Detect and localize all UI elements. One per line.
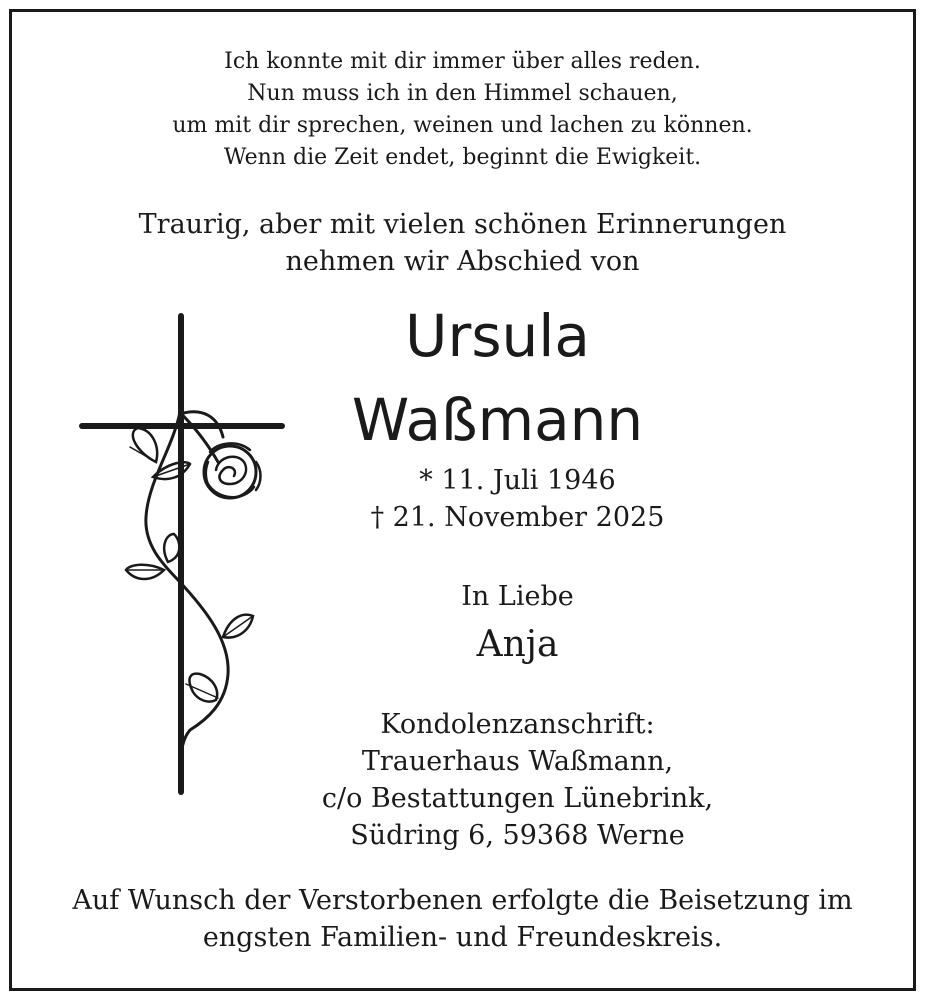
closing-note bbox=[0, 882, 925, 956]
address-line: Trauerhaus Waßmann, bbox=[361, 746, 674, 777]
signoff-phrase: In Liebe bbox=[461, 581, 574, 612]
closing-note-line: engsten Familien- und Freundeskreis. bbox=[202, 922, 723, 953]
address-line: c/o Bestattungen Lünebrink, bbox=[321, 783, 714, 814]
poem-line: um mit dir sprechen, weinen und lachen zu können. bbox=[172, 113, 753, 138]
condolence-address bbox=[55, 706, 925, 854]
birth-date: * 11. Juli 1946 bbox=[419, 465, 616, 496]
life-dates bbox=[55, 462, 925, 536]
address-line: Südring 6, 59368 Werne bbox=[350, 820, 685, 851]
signoff-name: Anja bbox=[476, 624, 559, 665]
intro-line: Traurig, aber mit vielen schönen Erinnerungen bbox=[138, 209, 787, 240]
deceased-last-name: Waßmann bbox=[351, 386, 644, 454]
poem bbox=[0, 46, 925, 174]
poem-line: Wenn die Zeit endet, beginnt die Ewigkeit. bbox=[223, 145, 702, 170]
intro-line: nehmen wir Abschied von bbox=[285, 246, 640, 277]
poem-line: Nun muss ich in den Himmel schauen, bbox=[247, 81, 678, 106]
death-date: † 21. November 2025 bbox=[370, 502, 665, 533]
closing-note-line: Auf Wunsch der Verstorbenen erfolgte die Beisetzung im bbox=[72, 885, 853, 916]
address-line: Kondolenzanschrift: bbox=[380, 709, 655, 740]
poem-line: Ich konnte mit dir immer über alles reden. bbox=[224, 49, 701, 74]
intro-text bbox=[0, 206, 925, 280]
deceased-first-name: Ursula bbox=[405, 302, 590, 370]
